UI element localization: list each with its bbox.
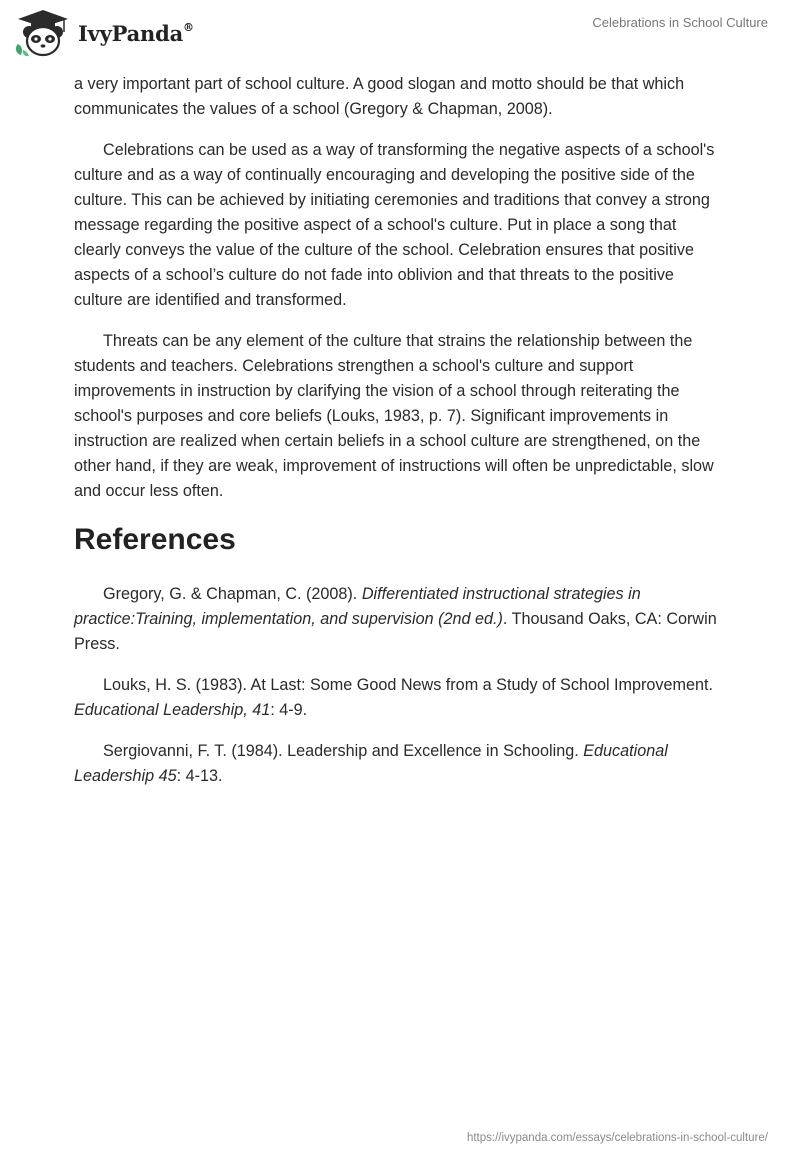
reference-item: Louks, H. S. (1983). At Last: Some Good News from a Study of School Improvement. Educational Leadership, 41: 4-9. [74, 676, 714, 719]
body-paragraph: a very important part of school culture. A good slogan and motto should be that which communicates the values of a school (Gregory & Chapman, 2008). [74, 75, 685, 118]
body-paragraph: Celebrations can be used as a way of transforming the negative aspects of a school's culture and as a way of continually encouraging and developing the positive side of the culture. This can be achieved by initiating ceremonies and traditions that convey a strong message regarding the positive aspect of a school's culture. Put in place a song that clearly conveys the value of the culture of the school. Celebration ensures that positive aspects of a school’s culture do not fade into oblivion and that threats to the positive culture are identified and transformed. [74, 141, 715, 309]
registered-mark: ® [183, 20, 194, 34]
page-header [0, 0, 800, 66]
ivypanda-logo[interactable] [14, 8, 194, 58]
brand-name: IvyPanda® [78, 20, 194, 46]
references-heading: References [74, 523, 236, 556]
reference-item: Gregory, G. & Chapman, C. (2008). Differentiated instructional strategies in practice:Training, implementation, and supervision (2nd ed.). Thousand Oaks, CA: Corwin Press. [74, 585, 717, 653]
source-url-link[interactable]: https://ivypanda.com/essays/celebrations-in-school-culture/ [466, 1132, 768, 1144]
panda-graduate-icon [14, 8, 72, 58]
running-title: Celebrations in School Culture [592, 15, 768, 30]
body-paragraph: Threats can be any element of the culture that strains the relationship between the students and teachers. Celebrations strengthen a school's culture and support improvements in instruction by clarifying the vision of a school through reiterating the school's purposes and core beliefs (Louks, 1983, p. 7). Significant improvements in instruction are realized when certain beliefs in a school culture are strengthened, on the other hand, if they are weak, improvement of instructions will often be unpredictable, slow and occur less often. [74, 332, 714, 500]
reference-item: Sergiovanni, F. T. (1984). Leadership and Excellence in Schooling. Educational Leadership 45: 4-13. [74, 742, 668, 785]
essay-content [74, 72, 726, 805]
